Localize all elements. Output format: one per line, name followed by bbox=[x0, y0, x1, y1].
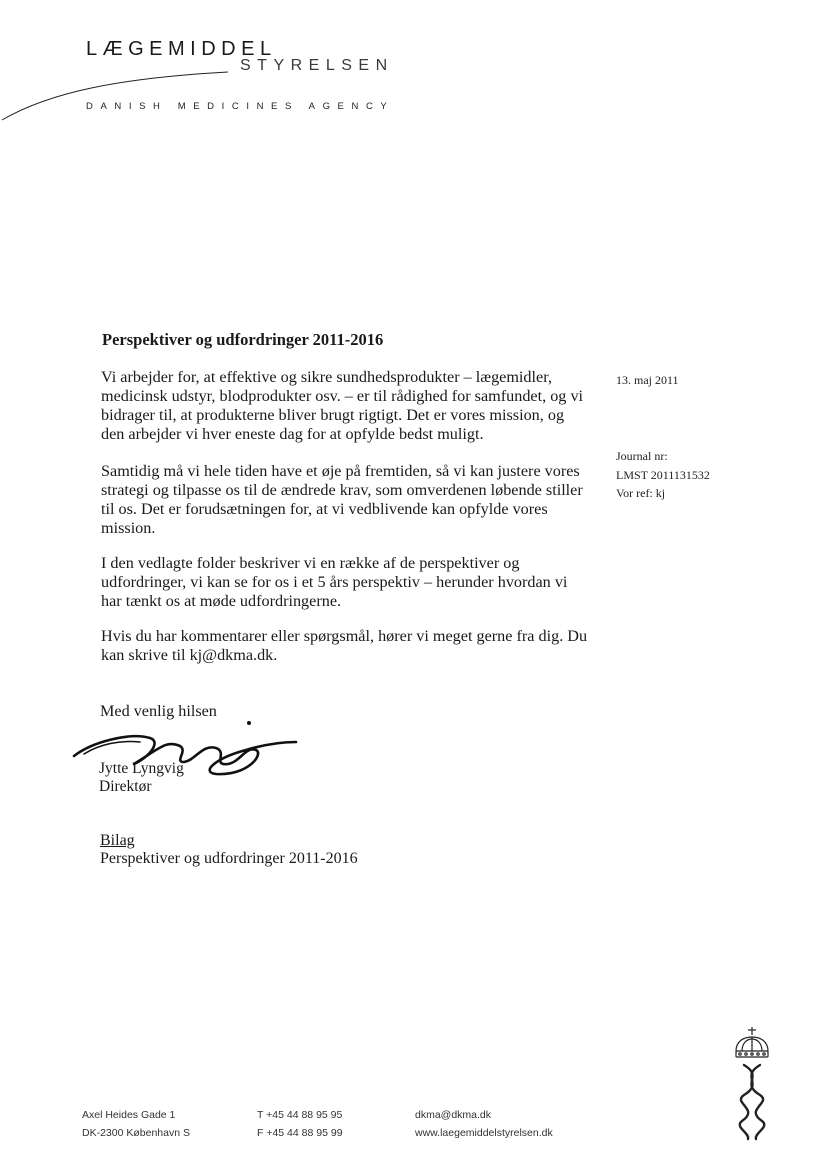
letter-paragraph-4: Hvis du har kommentarer eller spørgsmål, hører vi meget gerne fra dig. Du kan skrive til kj@dkma.dk. bbox=[101, 627, 588, 664]
footer-email-link[interactable]: dkma@dkma.dk bbox=[415, 1109, 492, 1121]
letter-paragraph-2: Samtidig må vi hele tiden have et øje på fremtiden, så vi kan justere vores strategi og tilpasse os til de ændrede krav, som omverdenen løbende stiller til os. Det er forudsætningen for, at vi vedblivende kan opfylde vores mission. bbox=[101, 462, 583, 537]
logo-subtitle: DANISH MEDICINES AGENCY bbox=[86, 101, 395, 112]
footer-address-line2: DK-2300 København S bbox=[82, 1127, 190, 1139]
logo-swoosh-icon bbox=[0, 60, 240, 130]
reference: Vor ref: kj bbox=[616, 486, 666, 500]
footer-fax: F +45 44 88 95 99 bbox=[257, 1127, 343, 1139]
signer-title: Direktør bbox=[99, 778, 152, 795]
royal-crown-emblem-icon bbox=[730, 1025, 774, 1143]
signer-name: Jytte Lyngvig bbox=[99, 760, 184, 777]
letter-paragraph-3: I den vedlagte folder beskriver vi en række af de perspektiver og udfordringer, vi kan se for os i et 5 års perspektiv – herunder hvordan vi har tænkt os at møde udfordringerne. bbox=[101, 554, 568, 610]
handwritten-signature-icon bbox=[70, 718, 300, 788]
logo-name-line1: LÆGEMIDDEL bbox=[86, 38, 277, 60]
letter-paragraph-1: Vi arbejder for, at effektive og sikre sundhedsprodukter – lægemidler, medicinsk udstyr, blodprodukter osv. – er til rådighed for samfundet, og vi bidrager til, at produkterne bliver brugt rigtigt. Det er vores mission, og den arbejder vi hver eneste dag for at opfylde bedst muligt. bbox=[101, 368, 584, 443]
footer-website-link[interactable]: www.laegemiddelstyrelsen.dk bbox=[415, 1127, 553, 1139]
letter-title: Perspektiver og udfordringer 2011-2016 bbox=[102, 330, 384, 349]
journal-label: Journal nr: bbox=[616, 449, 668, 463]
journal-number: LMST 2011131532 bbox=[616, 468, 710, 482]
attachment-heading: Bilag bbox=[100, 832, 135, 849]
letter-date: 13. maj 2011 bbox=[616, 373, 679, 387]
attachment-item: Perspektiver og udfordringer 2011-2016 bbox=[100, 850, 358, 867]
closing-greeting: Med venlig hilsen bbox=[100, 702, 217, 720]
footer-address-line1: Axel Heides Gade 1 bbox=[82, 1109, 176, 1121]
footer-phone: T +45 44 88 95 95 bbox=[257, 1109, 343, 1121]
logo-name-line2: STYRELSEN bbox=[240, 57, 394, 74]
